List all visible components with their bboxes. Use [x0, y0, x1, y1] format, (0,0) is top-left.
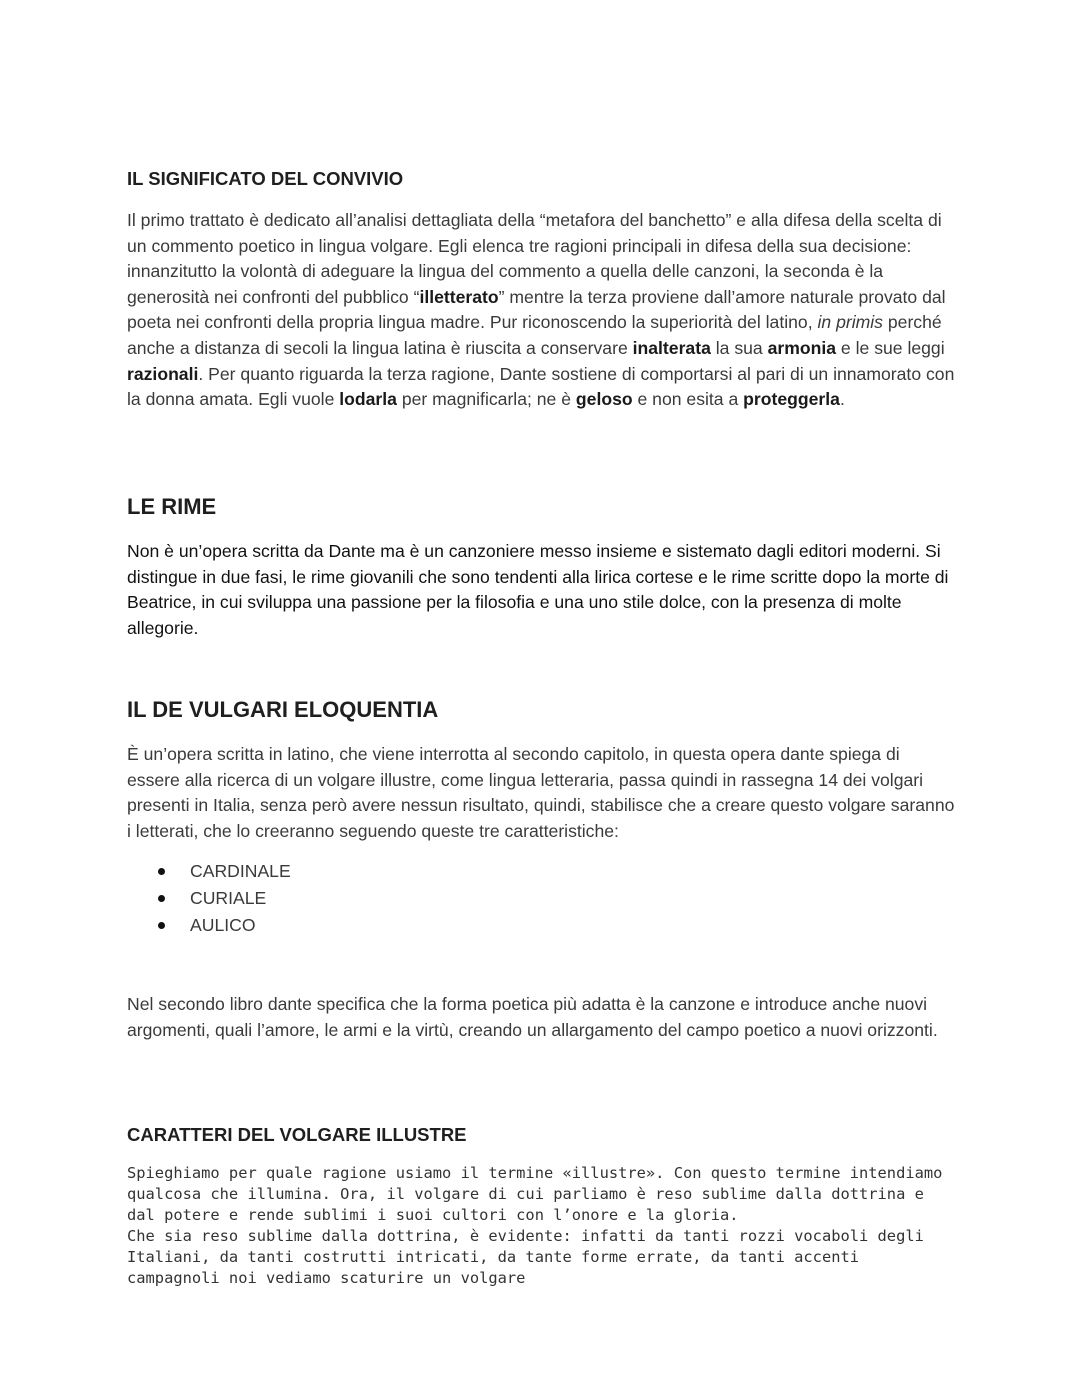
list-item: CURIALE	[127, 885, 291, 912]
bold-term: razionali	[127, 363, 199, 384]
bullet-icon	[158, 895, 165, 902]
paragraph-caratteri-1: Spieghiamo per quale ragione usiamo il termine «illustre». Con questo termine intendiamo qualcosa che illumina. Ora, il volgare di cui parliamo è reso sublime dalla dottrina e dal potere e rende sublimi i suoi cultori con l’onore e la gloria.	[127, 1164, 943, 1224]
paragraph-vulgari-book2: Nel secondo libro dante specifica che la forma poetica più adatta è la canzone e introduce anche nuovi argomenti, quali l’amore, le armi e la virtù, creando un allargamento del campo poetico a nuovi orizzonti.	[127, 994, 938, 1040]
section-heading-convivio: IL SIGNIFICATO DEL CONVIVIO	[127, 168, 404, 189]
bold-term: inalterata	[632, 337, 711, 358]
paragraph-rime: Non è un’opera scritta da Dante ma è un canzoniere messo insieme e sistemato dagli editori moderni. Si distingue in due fasi, le rime giovanili che sono tendenti alla lirica cortese e le rime scritte dopo la morte di Beatrice, in cui sviluppa una passione per la filosofia e una uno stile dolce, con la presenza di molte allegorie.	[127, 541, 949, 638]
bold-term: illetterato	[419, 286, 499, 307]
bullet-icon	[158, 922, 165, 929]
paragraph-caratteri-2: Che sia reso sublime dalla dottrina, è evidente: infatti da tanti rozzi vocaboli degli Italiani, da tanti costrutti intricati, da tante forme errate, da tanti accenti campagnoli noi vediamo scaturire un volgare	[127, 1227, 924, 1287]
bullet-icon	[158, 868, 165, 875]
section-heading-rime: LE RIME	[127, 494, 217, 519]
section-heading-caratteri: CARATTERI DEL VOLGARE ILLUSTRE	[127, 1124, 467, 1145]
bold-term: proteggerla	[743, 389, 840, 410]
paragraph-vulgari-intro: È un’opera scritta in latino, che viene interrotta al secondo capitolo, in questa opera dante spiega di essere alla ricerca di un volgare illustre, come lingua letteraria, passa quindi in rassegna 14 dei volgari presenti in Italia, senza però avere nessun risultato, quindi, stabilisce che a creare questo volgare saranno i letterati, che lo creeranno seguendo queste tre caratteristiche:	[127, 744, 955, 841]
characteristics-list	[127, 858, 291, 939]
list-item: AULICO	[127, 912, 291, 939]
bold-term: geloso	[575, 389, 633, 410]
bold-term: lodarla	[339, 389, 397, 410]
section-heading-vulgari: IL DE VULGARI ELOQUENTIA	[127, 697, 439, 722]
italic-term: in primis	[817, 312, 883, 333]
paragraph-convivio: Il primo trattato è dedicato all’analisi dettagliata della “metafora del banchetto” e alla difesa della scelta di un commento poetico in lingua volgare. Egli elenca tre ragioni principali in difesa della sua decisione: innanzitutto la volontà di adeguare la lingua del commento a quella delle canzoni, la seconda è la generosità nei confronti del pubblico “illetterato” mentre la terza proviene dall’amore naturale provato dal poeta nei confronti della propria lingua madre. Pur riconoscendo la superiorità del latino, in primis perché anche a distanza di secoli la lingua latina è riuscita a conservare inalterata la sua armonia e le sue leggi razionali. Per quanto riguarda la terza ragione, Dante sostiene di comportarsi al pari di un innamorato con la donna amata. Egli vuole lodarla per magnificarla; ne è geloso e non esita a proteggerla.	[127, 210, 955, 410]
list-item: CARDINALE	[127, 858, 291, 885]
bold-term: armonia	[767, 337, 837, 358]
